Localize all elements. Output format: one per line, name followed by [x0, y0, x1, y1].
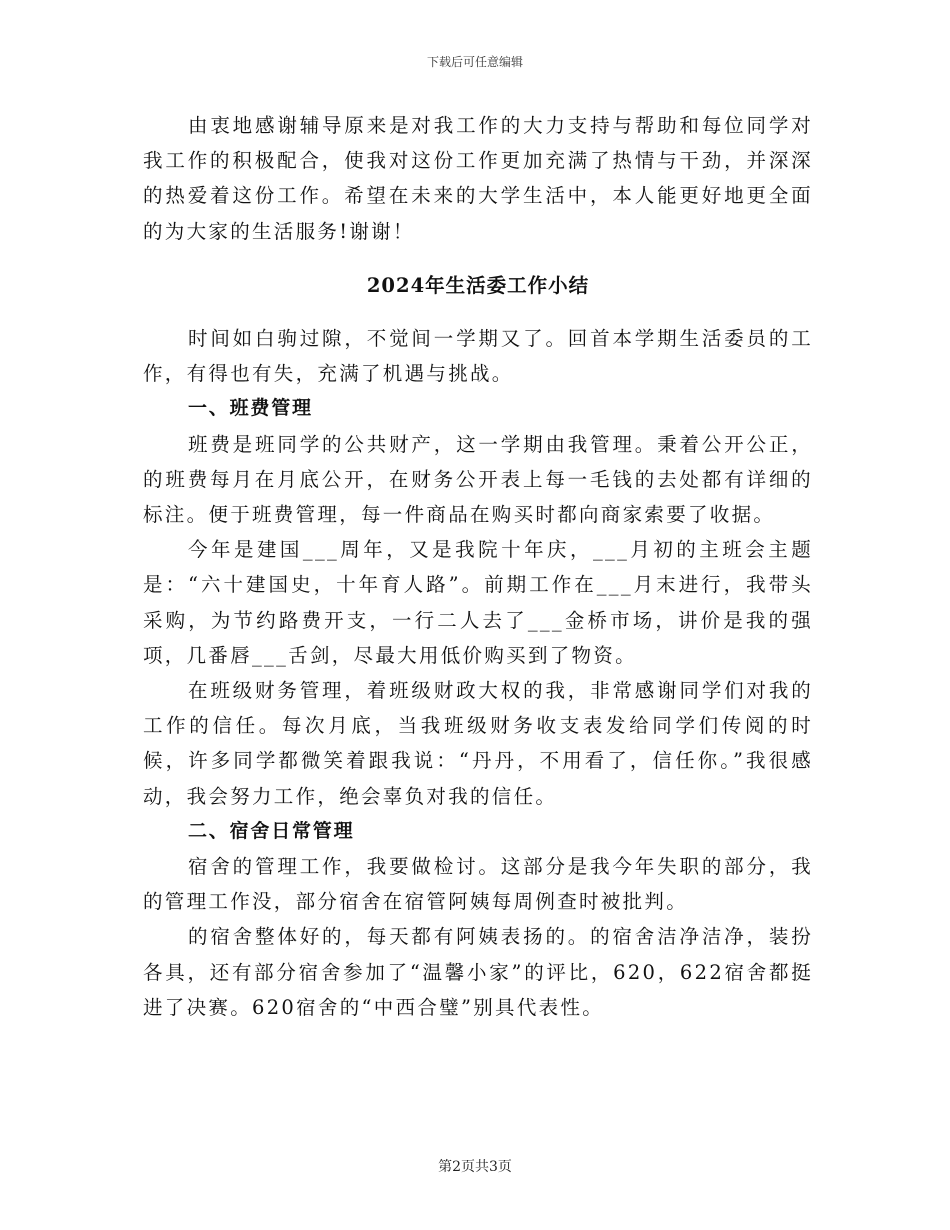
section-heading-dormitory: 二、宿舍日常管理 [188, 819, 355, 842]
page-footer: 第2页共3页 [438, 1159, 512, 1175]
class-fund-paragraph-3: 在班级财务管理，着班级财政大权的我，非常感谢同学们对我的工作的信任。每次月底，当我班级财务收支表发给同学们传阅的时候，许多同学都微笑着跟我说：“丹丹，不用看了，信任你。”我很感动，我会努力工作，绝会辜负对我的信任。 [143, 679, 813, 808]
dormitory-paragraph-2: 的宿舍整体好的，每天都有阿姨表扬的。的宿舍洁净洁净，装扮各具，还有部分宿舍参加了“温馨小家”的评比，620，622宿舍都挺进了决赛。620宿舍的“中西合璧”别具代表性。 [143, 925, 813, 1019]
opening-paragraph: 时间如白驹过隙，不觉间一学期又了。回首本学期生活委员的工作，有得也有失，充满了机遇与挑战。 [143, 327, 813, 386]
section-heading-class-fund: 一、班费管理 [188, 397, 313, 420]
document-title: 2024年生活委工作小结 [366, 273, 590, 297]
class-fund-paragraph-1: 班费是班同学的公共财产，这一学期由我管理。秉着公开公正，的班费每月在月底公开，在财务公开表上每一毛钱的去处都有详细的标注。便于班费管理，每一件商品在购买时都向商家索要了收据。 [143, 432, 813, 527]
document-body [143, 108, 813, 1025]
class-fund-paragraph-2: 今年是建国___周年，又是我院十年庆，___月初的主班会主题是：“六十建国史，十年育人路”。前期工作在___月末进行，我带头采购，为节约路费开支，一行二人去了___金桥市场，讲价是我的强项，几番唇___舌剑，尽最大用低价购买到了物资。 [143, 538, 813, 667]
dormitory-paragraph-1: 宿舍的管理工作，我要做检讨。这部分是我今年失职的部分，我的管理工作没，部分宿舍在宿管阿姨每周例查时被批判。 [143, 855, 813, 914]
page-header: 下载后可任意编辑 [426, 55, 523, 69]
intro-paragraph: 由衷地感谢辅导原来是对我工作的大力支持与帮助和每位同学对我工作的积极配合，使我对这份工作更加充满了热情与干劲，并深深的热爱着这份工作。希望在未来的大学生活中，本人能更好地更全面的为大家的生活服务!谢谢！ [143, 114, 813, 243]
